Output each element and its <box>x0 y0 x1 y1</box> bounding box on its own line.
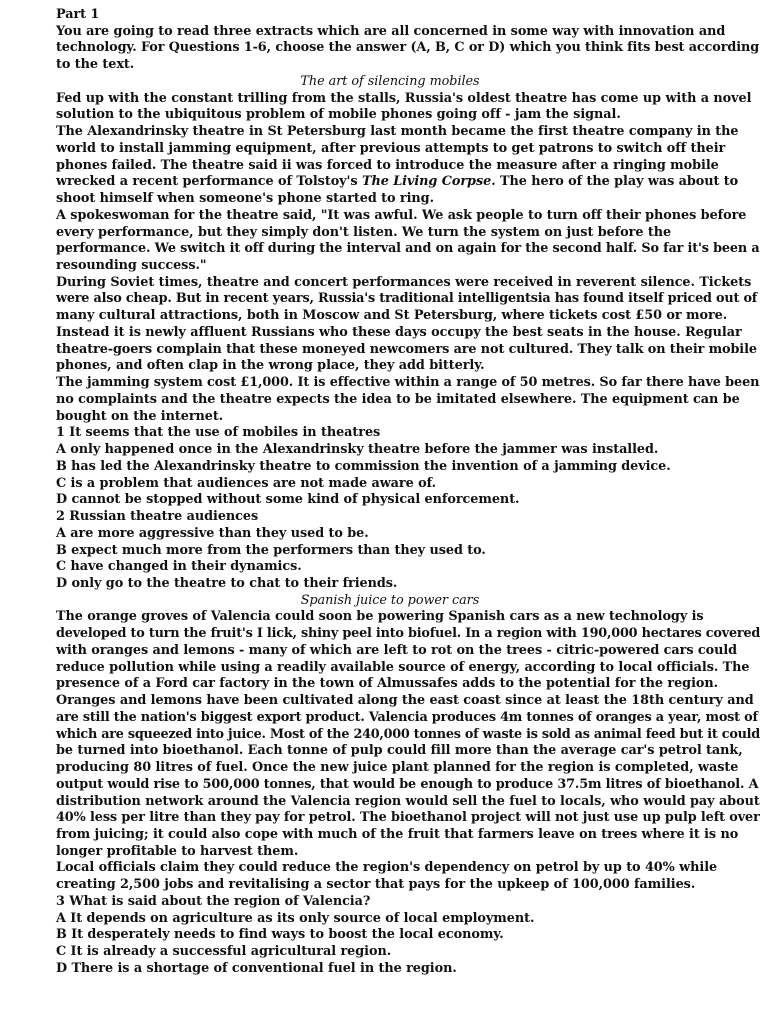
question-1 <box>56 425 724 509</box>
question-2 <box>56 509 724 593</box>
body-line: During Soviet times, theatre and concert performances were received in reverent silence. Tickets <box>56 274 752 290</box>
body-line: producing 80 litres of fuel. Once the new juice plant planned for the region is completed, waste <box>56 760 739 776</box>
body-line: bought on the internet. <box>56 408 224 424</box>
body-line: Oranges and lemons have been cultivated along the east coast since at least the 18th century and <box>56 693 754 709</box>
body-text: . The hero of the play was about to <box>491 174 739 190</box>
play-title: The Living Corpse <box>362 174 492 190</box>
body-line: phones, and often clap in the wrong place, they add bitterly. <box>56 358 485 374</box>
article-title: The art of silencing mobiles <box>300 73 480 89</box>
body-line: distribution network around the Valencia region would sell the fuel to locals, who would pay about <box>56 793 760 809</box>
answer-option[interactable]: A are more aggressive than they used to be. <box>56 525 369 541</box>
body-line: are still the nation's biggest export product. Valencia produces 4m tonnes of oranges a year, most of <box>56 709 758 725</box>
answer-option[interactable]: A It depends on agriculture as its only source of local employment. <box>56 910 535 926</box>
question-stem: 3 What is said about the region of Valencia? <box>56 893 371 909</box>
body-line: Instead it is newly affluent Russians who these days occupy the best seats in the house. Regular <box>56 324 742 340</box>
body-line: which are squeezed into juice. Most of the 240,000 tonnes of waste is sold as animal feed but it could <box>56 726 760 742</box>
body-line: longer profitable to harvest them. <box>56 843 299 859</box>
answer-option[interactable]: D only go to the theatre to chat to their friends. <box>56 575 398 591</box>
answer-option[interactable]: B has led the Alexandrinsky theatre to commission the invention of a jamming device. <box>56 458 671 474</box>
body-line: performance. We switch it off during the interval and on again for the second half. So far it's been a <box>56 241 760 257</box>
instruction-line: You are going to read three extracts which are all concerned in some way with innovation and <box>56 23 726 39</box>
instructions <box>56 23 760 74</box>
body-line: Local officials claim they could reduce the region's dependency on petrol by up to 40% while <box>56 860 718 876</box>
body-line: 40% less per litre than they pay for petrol. The bioethanol project will not just use up pulp left over <box>56 810 760 826</box>
body-line: theatre-goers complain that these moneyed newcomers are not cultured. They talk on their mobile <box>56 341 757 357</box>
answer-option[interactable]: A only happened once in the Alexandrinsky theatre before the jammer was installed. <box>56 442 659 458</box>
answer-option[interactable]: D There is a shortage of conventional fuel in the region. <box>56 960 457 976</box>
body-line: creating 2,500 jobs and revitalising a sector that pays for the upkeep of 100,000 families. <box>56 877 696 893</box>
body-line: world to install jamming equipment, after previous attempts to get patrons to switch off their <box>56 140 726 156</box>
body-line: many cultural attractions, both in Moscow and St Petersburg, where tickets cost £50 or more. <box>56 308 728 324</box>
answer-option[interactable]: C It is already a successful agricultural region. <box>56 944 392 960</box>
body-line: The Alexandrinsky theatre in St Petersburg last month became the first theatre company in the <box>56 124 739 140</box>
body-line: solution to the ubiquitous problem of mobile phones going off - jam the signal. <box>56 107 621 123</box>
body-line <box>56 174 739 191</box>
article-juice <box>56 592 761 978</box>
answer-option[interactable]: C is a problem that audiences are not made aware of. <box>56 475 436 491</box>
answer-option[interactable]: B expect much more from the performers than they used to. <box>56 542 486 558</box>
answer-option[interactable]: D cannot be stopped without some kind of physical enforcement. <box>56 492 520 508</box>
body-line: The orange groves of Valencia could soon be powering Spanish cars as a new technology is <box>56 609 704 625</box>
body-line: reduce pollution while using a readily available source of energy, according to local officials. The <box>56 659 750 675</box>
article-mobiles <box>56 73 760 593</box>
body-text: wrecked a recent performance of Tolstoy's <box>56 174 362 190</box>
body-line: Fed up with the constant trilling from the stalls, Russia's oldest theatre has come up with a novel <box>56 90 752 106</box>
answer-option[interactable]: C have changed in their dynamics. <box>56 559 302 575</box>
body-line: be turned into bioethanol. Each tonne of pulp could fill more than the average car's petrol tank, <box>56 743 743 759</box>
article-title: Spanish juice to power cars <box>300 592 480 608</box>
body-line: resounding success." <box>56 258 207 274</box>
body-line: output would rise to 500,000 tonnes, that would be enough to produce 37.5m litres of bioethanol. A <box>56 776 759 792</box>
body-line: every performance, but they simply don't listen. We turn the system on just before the <box>56 224 672 240</box>
body-line: The jamming system cost £1,000. It is effective within a range of 50 metres. So far there have been <box>56 375 760 391</box>
body-line: shoot himself when someone's phone started to ring. <box>56 191 434 207</box>
body-line: phones failed. The theatre said ii was forced to introduce the measure after a ringing mobile <box>56 157 719 173</box>
body-line: developed to turn the fruit's I lick, shiny peel into biofuel. In a region with 190,000 hectares covered <box>56 626 761 642</box>
body-line: no complaints and the theatre expects the idea to be imitated elsewhere. The equipment can be <box>56 391 740 407</box>
answer-option[interactable]: B It desperately needs to find ways to boost the local economy. <box>56 927 504 943</box>
question-stem: 1 It seems that the use of mobiles in theatres <box>56 425 381 441</box>
instruction-line: to the text. <box>56 57 135 73</box>
body-line: presence of a Ford car factory in the town of Almussafes adds to the potential for the region. <box>56 676 719 692</box>
part-heading: Part 1 <box>56 7 100 22</box>
instruction-line: technology. For Questions 1-6, choose the answer (A, B, C or D) which you think fits best according <box>56 40 760 56</box>
body-line: were also cheap. But in recent years, Russia's traditional intelligentsia has found itself priced out of <box>56 291 758 307</box>
body-line: with oranges and lemons - many of which are left to rot on the trees - citric-powered cars could <box>56 642 738 658</box>
question-stem: 2 Russian theatre audiences <box>56 509 259 525</box>
question-3 <box>56 894 724 978</box>
body-line: from juicing; it could also cope with much of the fruit that farmers leave on trees where it is no <box>56 826 739 842</box>
body-line: A spokeswoman for the theatre said, "It was awful. We ask people to turn off their phones before <box>56 207 747 223</box>
